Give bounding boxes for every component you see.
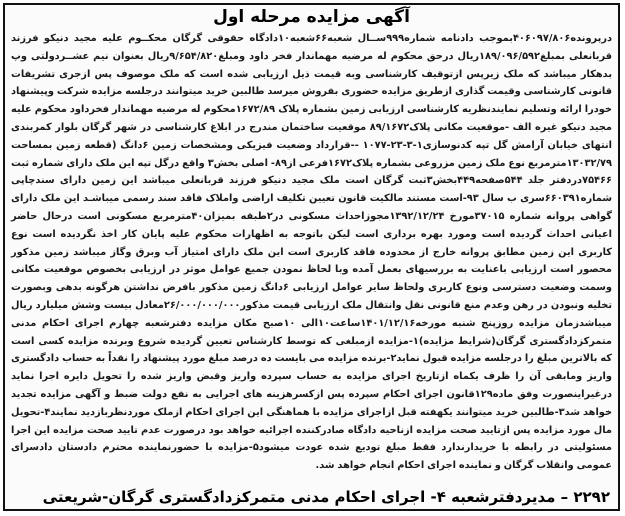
notice-body: درپرونده۴۰۶۰۹۷/۸۰۶بموجب دادنامه شماره۹۹۹ســال شعبه۶۶شعبه۱۰دادگاه حقوقی گرگان محکــوم علیه مجید دنیکو فرزند قربانعلی بمبلغ۱۸۹/۰۹۶/۵۹۲ریال درحق محکوم له مرضیه مهماندار فخر داود ومبلغ۹/۶۵۴/۸۲۰ریال بعنوان نیم عشــردولتی وپ بدهکار میباشد که ملک زیرپس ازتوقیف کارشناسی وبه قیمت ذیل ارزیابی شده است که ملک موصوف پس ازجری تشریفات قانونی کارشناسی وقیمت گذاری ازطریق مزایده حضوری بفروش میرسد طالبین خرید میتوانند درجلسه مزایده شرکت وپیشنهاد خودرا ارائه وتسلیم نمایندنظریه کارشناسی ارزیابی زمین بشماره پلاک ۱۶۷۲/۸۹محکوم له مرضیه مهماندار فخرداود محکوم علیه مجید دنیکو غیره الف -موقعیت مکانی پلاک۸۹/۱۶۷۲ موقعیت ساختمان مندرج در ابلاغ کارشناسی در شهر گرگان بلوار کمربندی انتهای خیابان آرامش گل تپه کدنوسازی۱-۳-۲۳-۱۰۷۷ --قرارداد وضعیت فیزیکی ومشخصات زمین ۶دانگ (قطعه زمین بمساحت ۱۳۰۳۲/۷۹مترمربع نوع ملک زمین مزروعی بشماره پلاک۱۶۷۲فرعی از۸۹- اصلی بخش۳ واقع درگل تپه این ملک دارای شماره ثبت ۷۵۴۶۶دردفتر جلد ۵۴۴صفحه۴۴۹بخش۳ثبت گرگان است ملک مجید دنیکو فرزند قربانعلی میباشد این زمین دارای سندچاپی شماره۶۶۰۳۹۱سری ب سال ۹۳-است مستند مالکیت قانون تعیین تکلیف اراضی واملاک فاقد سند رسمی میباشـد این ملک دارای گواهی پروانه شماره ۳۷۰۱۵مورخ ۱۳۹۲/۱۲/۲۴مجوزاحداث مسکونی در۲طبقه بمیزان۴۰مترمربع مسکونی است درحال حاضر اعیانی احداث گردیده است ومورد بهره برداری است لیکن باتوجه به اظهارات محکوم علیه پایان کار اخذ نگردیده است نوع کاربری این زمین مطابق پروانه خارج از محدوده فاقد کاربری است این ملک دارای امتیاز آب وبرق وگاز میباشد زمین مذکور محصور است ارزیابی باعنایت به بررسیهای بعمل آمده وبا لحاظ نمودن جمیع عوامل موثر در ارزیابی بخصوص موقعیت مکانی وسمت وضعیت دسترسی ونوع کاربری ولحاظ سایر عوامل ارزیابی ۶دانگ زمین مذکور بافرض نداشتن هرگونه بدهی وبصورت تخلیه ونبودن در رهن وعدم منع قانونی نقل وانتقال ملک ارزیابی قیمت مذکور۲۶/۰۰۰/۰۰۰/۰۰۰معادل بیست وشش میلیارد ریال میباشدزمان مزایده روزپنج شنبه مورخه۱۴۰۱/۱۲/۱۶ساعت۱۰الی ۱۰صبح مکان مزایده دفترشعبه چهارم اجرای احکام مدنی متمرکزدادگستری گرگان(شرایط مزایده)۱-مزایده ازمبلغی که توسط کارشناس تعیین گردیده شروع وبرنده مزایده کسی است که بالاترین مبلغ را درجلسه مزایده قبول نماید۲-برنده مزایده می بایست ده درصد مبلغ مورد پیشنهاد را نقداً به حساب دادگستری واریز ومابقی آن را ظرف یکماه ازتاریخ اجرای مزایده به حساب سپرده واریز وقبض واریز شده را تحویل دایره اجرا نماید درغیراینصورت وفق ماده۱۲۹قانون اجرای احکام سپرده پس ازکسرهزینه های اجرایی به نفع دولت ضبط و آگهی مزایده تجدید خواهد شد۳-طالبین خرید میتوانند یکهفته قبل ازاجرای مزایده با هماهنگی این اجرای احکام ازملک موردنظربازدید نمایند۴-تحویل مال مورد مزایده پس ازتایید صحت مزایده ازناحیه دادگاه صادرکننده اجرائیه خواهد بود درصورت عدم تایید صحت مزایده این اجرا مسئولیتی در رابطه با خریدارندارد فقط مبلغ تودیع شده عودت میشود۵-مزایده با حضورنماینده محترم دادستان دادسرای عمومی وانقلاب گرگان و نماینده اجرای احکام انجام خواهد شد. xyxy=(11,33,613,472)
notice-title: آگهی مزایده مرحله اول xyxy=(213,7,410,27)
notice-footer: ۲۲۹۲ – مدیردفترشعبه ۴- اجرای احکام مدنی متمرکزدادگستری گرگان-شریعتی xyxy=(42,488,610,506)
auction-notice xyxy=(3,3,620,511)
